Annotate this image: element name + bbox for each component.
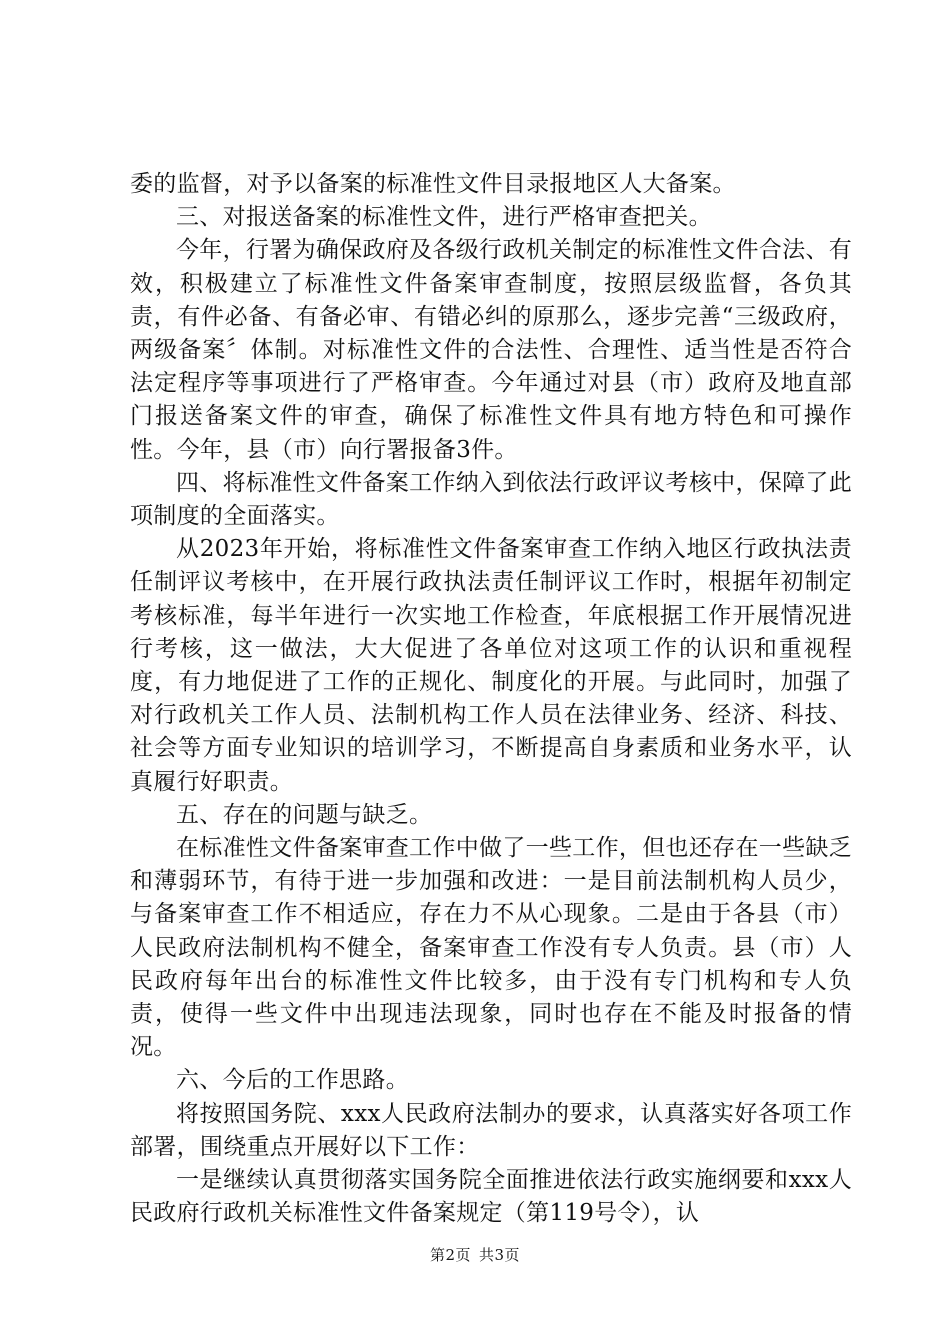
document-body: [130, 168, 852, 1231]
paragraph: 今年，行署为确保政府及各级行政机关制定的标准性文件合法、有效，积极建立了标准性文件备案审查制度，按照层级监督，各负其责，有件必备、有备必审、有错必纠的原那么，逐步完善“三级政府，两级备案〞体制。对标准性文件的合法性、合理性、适当性是否符合法定程序等事项进行了严格审查。今年通过对县（市）政府及地直部门报送备案文件的审查，确保了标准性文件具有地方特色和可操作性。今年，县（市）向行署报备3件。: [130, 237, 852, 463]
page-total: 共3页: [479, 1246, 521, 1264]
paragraph: 在标准性文件备案审查工作中做了一些工作，但也还存在一些缺乏和薄弱环节，有待于进一步加强和改进：一是目前法制机构人员少，与备案审查工作不相适应，存在力不从心现象。二是由于各县（市）人民政府法制机构不健全，备案审查工作没有专人负责。县（市）人民政府每年出台的标准性文件比较多，由于没有专门机构和专人负责，使得一些文件中出现违法现象，同时也存在不能及时报备的情况。: [130, 835, 852, 1061]
section-heading-5: 五、存在的问题与缺乏。: [176, 801, 433, 828]
page-footer: [0, 1244, 950, 1265]
paragraph: 一是继续认真贯彻落实国务院全面推进依法行政实施纲要和xxx人民政府行政机关标准性文件备案规定（第119号令），认: [130, 1167, 852, 1227]
section-heading-6: 六、今后的工作思路。: [176, 1067, 409, 1094]
section-heading-4: 四、将标准性文件备案工作纳入到依法行政评议考核中，保障了此项制度的全面落实。: [130, 469, 852, 530]
paragraph-continuation: 委的监督，对予以备案的标准性文件目录报地区人大备案。: [130, 171, 736, 197]
page-number: 第2页: [429, 1246, 471, 1264]
section-heading-3: 三、对报送备案的标准性文件，进行严格审查把关。: [176, 204, 712, 231]
paragraph: 将按照国务院、xxx人民政府法制办的要求，认真落实好各项工作部署，围绕重点开展好以下工作：: [130, 1100, 852, 1160]
paragraph: 从2023年开始，将标准性文件备案审查工作纳入地区行政执法责任制评议考核中，在开展行政执法责任制评议工作时，根据年初制定考核标准，每半年进行一次实地工作检查，年底根据工作开展情况进行考核，这一做法，大大促进了各单位对这项工作的认识和重视程度，有力地促进了工作的正规化、制度化的开展。与此同时，加强了对行政机关工作人员、法制机构工作人员在法律业务、经济、科技、社会等方面专业知识的培训学习，不断提高自身素质和业务水平，认真履行好职责。: [130, 536, 852, 795]
